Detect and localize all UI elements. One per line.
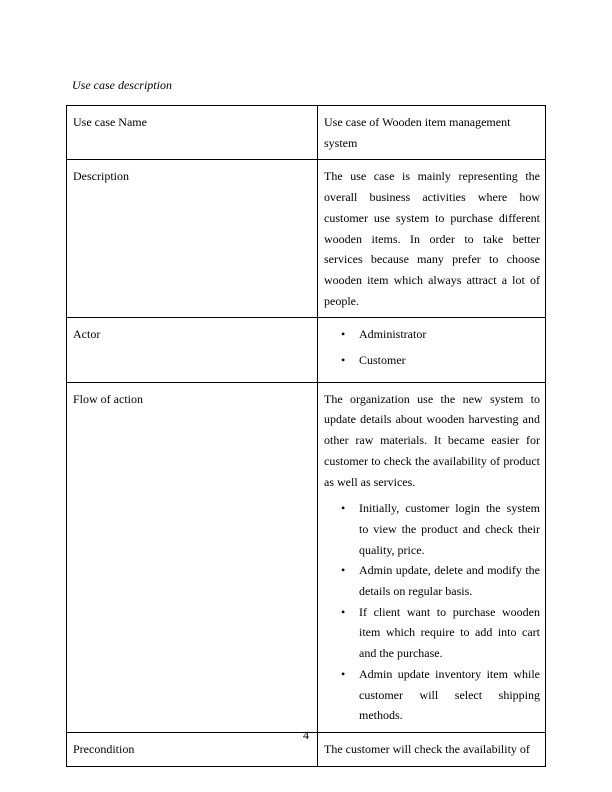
use-case-name-label: Use case Name xyxy=(67,106,318,160)
bullet-icon: • xyxy=(341,604,346,619)
flow-of-action-cell xyxy=(318,382,546,732)
actor-list xyxy=(324,324,540,370)
actor-customer: Customer xyxy=(359,353,406,368)
table-row xyxy=(67,382,546,732)
list-item xyxy=(341,664,540,726)
bullet-icon: • xyxy=(341,563,346,578)
table-caption: Use case description xyxy=(72,78,172,92)
precondition-label: Precondition xyxy=(67,732,318,766)
list-item xyxy=(341,560,540,601)
bullet-icon: • xyxy=(341,501,346,516)
use-case-table xyxy=(66,105,546,767)
flow-step-text: Admin update, delete and modify the details on regular basis. xyxy=(359,563,540,599)
flow-step-text: Admin update inventory item while customer will select shipping methods. xyxy=(359,666,540,723)
flow-step-text: If client want to purchase wooden item which require to add into cart and the purchase. xyxy=(359,604,540,661)
description-cell xyxy=(318,160,546,318)
page-number: 4 xyxy=(303,728,309,742)
bullet-icon: • xyxy=(341,327,346,342)
flow-steps-list xyxy=(324,498,540,726)
precondition-value: The customer will check the availability of xyxy=(318,732,546,766)
list-item xyxy=(341,324,540,345)
flow-step-text: Initially, customer login the system to view the product and check their quality, price. xyxy=(359,501,540,557)
list-item xyxy=(341,602,540,664)
flow-of-action-label: Flow of action xyxy=(67,382,318,732)
use-case-name-value: Use case of Wooden item management system xyxy=(318,106,546,160)
description-text: The use case is mainly representing the overall business activities where how customer use system to purchase different wooden items. In order to take better services because many prefer to choose wooden item which always attract a lot of people. xyxy=(324,169,540,308)
table-row xyxy=(67,160,546,318)
table-row xyxy=(67,106,546,160)
actor-label: Actor xyxy=(67,318,318,382)
list-item xyxy=(341,498,540,560)
bullet-icon: • xyxy=(341,353,346,368)
table-row xyxy=(67,318,546,382)
actor-administrator: Administrator xyxy=(359,327,427,342)
description-label: Description xyxy=(67,160,318,318)
flow-intro-text: The organization use the new system to update details about wooden harvesting and other raw materials. It became easier for customer to check the availability of product as well as services. xyxy=(324,391,540,489)
list-item xyxy=(341,350,540,371)
bullet-icon: • xyxy=(341,666,346,681)
actor-cell xyxy=(318,318,546,382)
